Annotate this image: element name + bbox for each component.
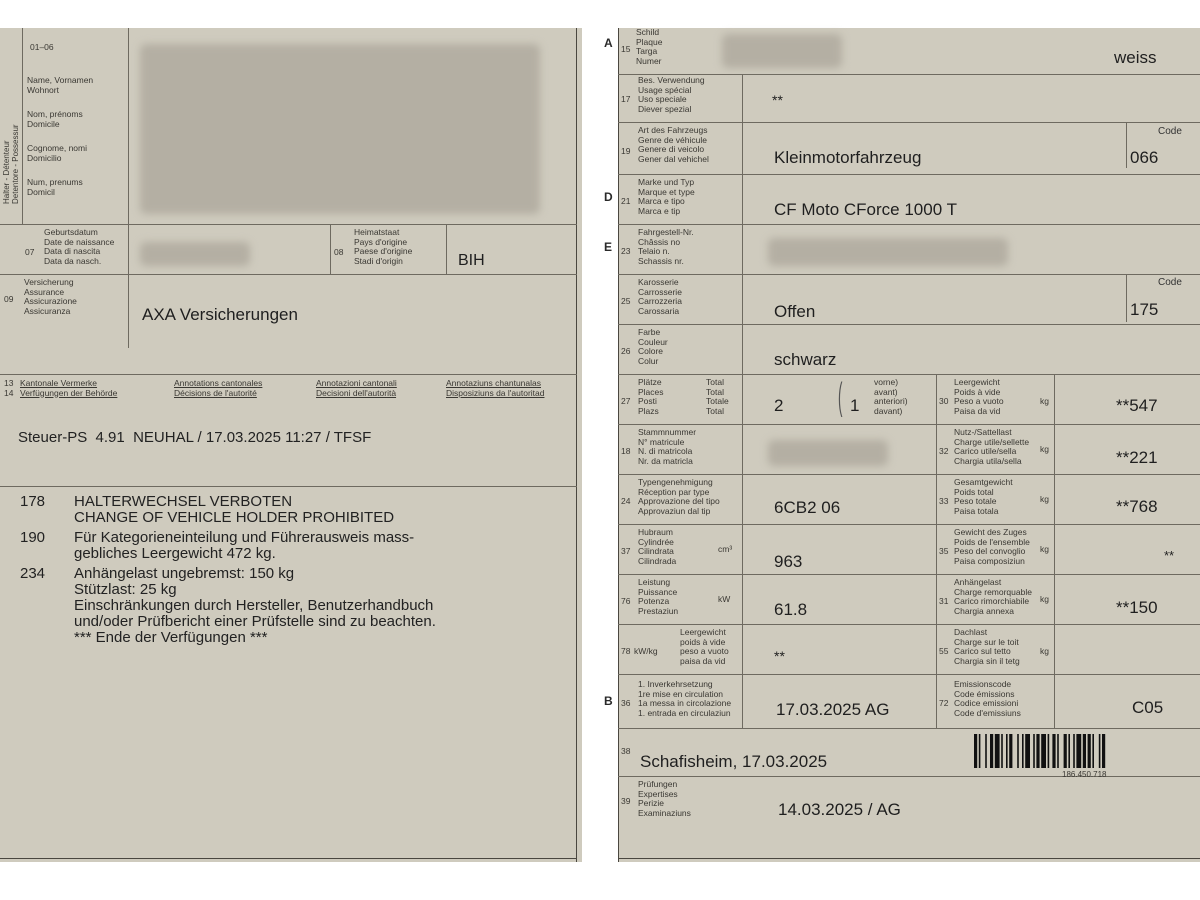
annotations-header-rm: Annotaziuns chantunalas Disposiziuns da l'autoritad xyxy=(446,378,545,398)
field-15-number: 15 xyxy=(621,44,631,54)
cantonal-annotation-value: Steuer-PS 4.91 NEUHAL / 17.03.2025 11:27 / TFSF xyxy=(18,429,372,446)
special-use-value: ** xyxy=(772,92,783,108)
section-letter-e: E xyxy=(604,240,613,254)
roof-load-labels: Dachlast Charge sur le toit Carico sul tetto Chargia sin il tetg xyxy=(954,627,1020,666)
chassis-labels: Fahrgestell-Nr. Châssis no Telaio n. Schassis nr. xyxy=(638,227,694,266)
remark-234-text: Anhängelast ungebremst: 150 kg Stützlast: 25 kg Einschränkungen durch Hersteller, Benutzerhandbuch und/oder Prüfbericht einer Prüfstelle sind zu beachten. *** Ende der Verfügungen *** xyxy=(74,565,436,646)
field-32-number: 32 xyxy=(939,446,949,456)
first-registration-labels: 1. Inverkehrsetzung 1re mise en circulation 1a messa in circolazione 1. entrada en circulaziun xyxy=(638,679,732,718)
power-weight-labels: Leergewicht poids à vide peso a vuoto paisa da vid xyxy=(680,627,729,666)
train-weight-unit: kg xyxy=(1040,544,1049,554)
body-labels: Karosserie Carrosserie Carrozzeria Carossaria xyxy=(638,277,682,316)
redacted-holder-name xyxy=(140,44,540,214)
issue-place-date-value: Schafisheim, 17.03.2025 xyxy=(640,752,828,771)
vehicle-type-code: 066 xyxy=(1130,148,1159,167)
redacted-plate xyxy=(722,34,842,68)
body-code-label: Code xyxy=(1158,277,1182,288)
field-33-number: 33 xyxy=(939,496,949,506)
field-39-number: 39 xyxy=(621,796,631,806)
seats-front-labels: vorne) avant) anteriori) davant) xyxy=(874,377,908,416)
displacement-value: 963 xyxy=(774,552,803,571)
annotations-header-it: Annotazioni cantonali Decisioni dell'autorità xyxy=(316,378,397,398)
left-page xyxy=(0,28,582,862)
empty-weight-value: **547 xyxy=(1116,396,1158,415)
field-18-number: 18 xyxy=(621,446,631,456)
origin-value: BIH xyxy=(458,252,485,269)
emission-code-value: C05 xyxy=(1132,698,1164,717)
displacement-labels: Hubraum Cylindrée Cilindrata Cilindrada xyxy=(638,527,677,566)
field-31-number: 31 xyxy=(939,596,949,606)
vehicle-type-value: Kleinmotorfahrzeug xyxy=(774,148,922,167)
field-78-number: 78 xyxy=(621,646,631,656)
power-value: 61.8 xyxy=(774,600,808,619)
holder-side-label-1: Halter - Détenteur xyxy=(2,140,11,204)
power-unit: kW xyxy=(718,594,731,604)
registry-labels: Stammnummer N° matricule N. di matricola Nr. da matricla xyxy=(638,427,697,466)
field-19-number: 19 xyxy=(621,146,631,156)
field-13-14-numbers: 13 14 xyxy=(4,378,14,398)
field-08-number: 08 xyxy=(334,247,344,257)
seats-labels: Plätze Places Posti Plazs xyxy=(638,377,664,416)
trailer-load-value: **150 xyxy=(1116,598,1158,617)
gross-weight-labels: Gesamtgewicht Poids total Peso totale Paisa totala xyxy=(954,477,1013,516)
power-weight-value: ** xyxy=(774,648,785,664)
first-registration-value: 17.03.2025 AG xyxy=(776,700,890,719)
power-weight-unit: kW/kg xyxy=(634,646,658,656)
section-letter-b: B xyxy=(604,694,613,708)
redacted-chassis-number xyxy=(768,238,1008,266)
section-letter-a: A xyxy=(604,36,613,50)
origin-labels: Heimatstaat Pays d'origine Paese d'origine Stadi d'origin xyxy=(354,227,413,266)
empty-weight-unit: kg xyxy=(1040,396,1049,406)
train-weight-value: ** xyxy=(1164,548,1175,563)
field-35-number: 35 xyxy=(939,546,949,556)
gross-weight-unit: kg xyxy=(1040,494,1049,504)
field-09-number: 09 xyxy=(4,294,14,304)
field-37-number: 37 xyxy=(621,546,631,556)
make-model-labels: Marke und Typ Marque et type Marca e tipo Marca e tip xyxy=(638,177,695,216)
payload-value: **221 xyxy=(1116,448,1158,467)
section-letter-d: D xyxy=(604,190,613,204)
color-value: schwarz xyxy=(774,350,837,369)
inspection-value: 14.03.2025 / AG xyxy=(778,800,901,819)
displacement-unit: cm³ xyxy=(718,544,733,554)
field-36-number: 36 xyxy=(621,698,631,708)
field-17-number: 17 xyxy=(621,94,631,104)
field-24-number: 24 xyxy=(621,496,631,506)
seats-bracket: ( xyxy=(838,376,843,418)
insurance-value: AXA Versicherungen xyxy=(142,305,298,324)
payload-unit: kg xyxy=(1040,444,1049,454)
field-72-number: 72 xyxy=(939,698,949,708)
plate-color-value: weiss xyxy=(1114,48,1157,67)
field-27-number: 27 xyxy=(621,396,631,406)
seats-total-labels: Total Total Totale Total xyxy=(706,377,729,416)
field-21-number: 21 xyxy=(621,196,631,206)
trailer-load-labels: Anhängelast Charge remorquable Carico rimorchiabile Chargia annexa xyxy=(954,577,1032,616)
seats-front-value: 1 xyxy=(850,396,860,415)
remark-190-text: Für Kategorieneinteilung und Führerausweis mass- gebliches Leergewicht 472 kg. xyxy=(74,529,415,562)
empty-weight-labels: Leergewicht Poids à vide Peso a vuoto Paisa da vid xyxy=(954,377,1004,416)
gross-weight-value: **768 xyxy=(1116,497,1158,516)
remark-178-text: HALTERWECHSEL VERBOTEN CHANGE OF VEHICLE HOLDER PROHIBITED xyxy=(74,493,395,526)
field-25-number: 25 xyxy=(621,296,631,306)
remark-190-code: 190 xyxy=(20,529,46,546)
annotations-header-de: Kantonale Vermerke Verfügungen der Behörde xyxy=(20,378,118,398)
annotations-header-fr: Annotations cantonales Décisions de l'autorité xyxy=(174,378,263,398)
field-55-number: 55 xyxy=(939,646,949,656)
field-26-number: 26 xyxy=(621,346,631,356)
redacted-birthdate xyxy=(140,242,250,266)
insurance-labels: Versicherung Assurance Assicurazione Assicuranza xyxy=(24,277,77,316)
vehicle-type-labels: Art des Fahrzeugs Genre de véhicule Genere di veicolo Gener dal vehichel xyxy=(638,125,709,164)
payload-labels: Nutz-/Sattellast Charge utile/sellette Carico utile/sella Chargia utila/sella xyxy=(954,427,1030,466)
roof-load-unit: kg xyxy=(1040,646,1049,656)
power-labels: Leistung Puissance Potenza Prestaziun xyxy=(638,577,679,616)
right-page xyxy=(604,27,1200,862)
body-value: Offen xyxy=(774,302,816,321)
holder-side-label-2: Detentore - Possessur xyxy=(11,124,20,204)
inspection-labels: Prüfungen Expertises Perizie Examinaziuns xyxy=(638,779,691,818)
field-07-number: 07 xyxy=(25,247,35,257)
seats-total-value: 2 xyxy=(774,396,784,415)
remark-178-code: 178 xyxy=(20,493,46,510)
field-76-number: 76 xyxy=(621,596,631,606)
field-38-number: 38 xyxy=(621,746,631,756)
trailer-load-unit: kg xyxy=(1040,594,1049,604)
holder-labels: Name, Vornamen Wohnort Nom, prénoms Domicile Cognome, nomi Domicilio Num, prenums Domicil xyxy=(27,75,94,197)
color-labels: Farbe Couleur Colore Colur xyxy=(638,327,668,366)
body-code: 175 xyxy=(1130,300,1159,319)
train-weight-labels: Gewicht des Zuges Poids de l'ensemble Peso del convoglio Paisa composiziun xyxy=(954,527,1030,566)
barcode xyxy=(974,734,1184,770)
remark-234-code: 234 xyxy=(20,565,46,582)
special-use-labels: Bes. Verwendung Usage spécial Uso speciale Diever spezial xyxy=(638,75,705,114)
plate-labels: Schild Plaque Targa Numer xyxy=(636,27,663,66)
field-23-number: 23 xyxy=(621,246,631,256)
barcode-number: 186.450.718 xyxy=(1062,770,1107,779)
field-30-number: 30 xyxy=(939,396,949,406)
redacted-registry-number xyxy=(768,440,888,466)
field-01-06-number: 01–06 xyxy=(30,42,54,52)
emission-code-labels: Emissionscode Code émissions Codice emissioni Code d'emissiuns xyxy=(954,679,1021,718)
birthdate-labels: Geburtsdatum Date de naissance Data di nascita Data da nasch. xyxy=(44,227,115,266)
make-model-value: CF Moto CForce 1000 T xyxy=(774,200,957,219)
type-approval-value: 6CB2 06 xyxy=(774,498,841,517)
type-approval-labels: Typengenehmigung Réception par type Approvazione del tipo Approvaziun dal tip xyxy=(638,477,720,516)
vehicle-type-code-label: Code xyxy=(1158,126,1182,137)
